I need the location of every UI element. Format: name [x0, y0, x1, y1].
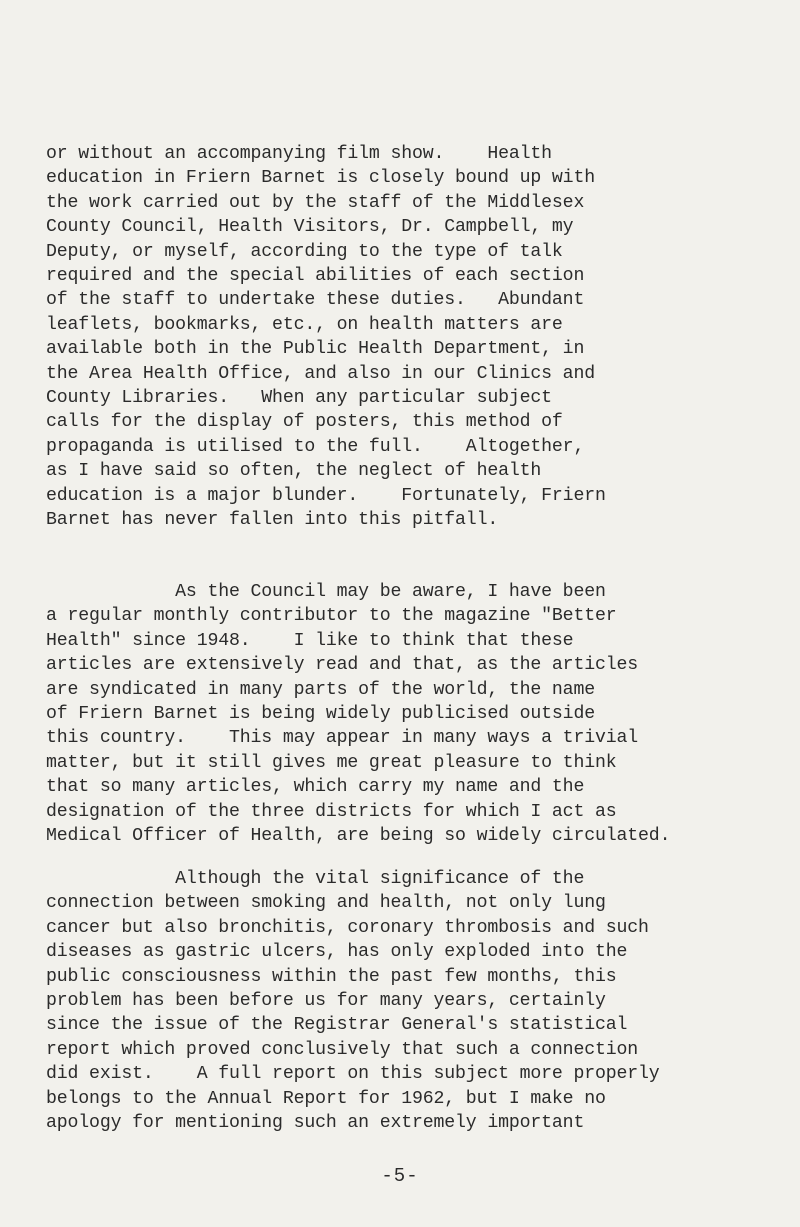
- text-line: required and the special abilities of each section: [46, 266, 585, 287]
- text-line: a regular monthly contributor to the magazine "Better: [46, 606, 617, 627]
- text-line: diseases as gastric ulcers, has only exploded into the: [46, 942, 628, 963]
- text-line: as I have said so often, the neglect of health: [46, 461, 542, 482]
- text-line: are syndicated in many parts of the world, the name: [46, 679, 595, 700]
- paragraph-smoking-and-health: [46, 867, 776, 1135]
- text-line: since the issue of the Registrar General's statistical: [46, 1015, 628, 1036]
- text-line: propaganda is utilised to the full. Altogether,: [46, 436, 585, 457]
- text-line: report which proved conclusively that such a connection: [46, 1039, 639, 1060]
- text-line: belongs to the Annual Report for 1962, but I make no: [46, 1088, 606, 1109]
- text-line: designation of the three districts for which I act as: [46, 801, 617, 822]
- page-number: -5-: [381, 1165, 419, 1187]
- text-line: apology for mentioning such an extremely important: [46, 1113, 585, 1134]
- text-line: County Libraries. When any particular subject: [46, 388, 552, 409]
- text-line: Deputy, or myself, according to the type of talk: [46, 241, 563, 262]
- text-line: the work carried out by the staff of the Middlesex: [46, 192, 585, 213]
- text-line: the Area Health Office, and also in our Clinics and: [46, 363, 595, 384]
- text-line: of Friern Barnet is being widely publicised outside: [46, 704, 595, 725]
- text-line: available both in the Public Health Department, in: [46, 339, 585, 360]
- text-line: or without an accompanying film show. Health: [46, 144, 552, 164]
- text-line: Health" since 1948. I like to think that these: [46, 630, 574, 651]
- text-line: of the staff to undertake these duties. Abundant: [46, 290, 585, 311]
- text-line: calls for the display of posters, this method of: [46, 412, 563, 433]
- text-line: education is a major blunder. Fortunately, Friern: [46, 485, 606, 506]
- text-line: problem has been before us for many years, certainly: [46, 991, 606, 1012]
- text-line: cancer but also bronchitis, coronary thrombosis and such: [46, 917, 649, 938]
- text-line: leaflets, bookmarks, etc., on health matters are: [46, 314, 563, 335]
- text-line: did exist. A full report on this subject more properly: [46, 1064, 660, 1085]
- text-line: County Council, Health Visitors, Dr. Campbell, my: [46, 217, 574, 238]
- text-line: Medical Officer of Health, are being so widely circulated.: [46, 826, 671, 847]
- text-line: connection between smoking and health, not only lung: [46, 893, 606, 914]
- text-line: Barnet has never fallen into this pitfall.: [46, 510, 499, 531]
- text-line: public consciousness within the past few months, this: [46, 966, 617, 987]
- text-line: education in Friern Barnet is closely bound up with: [46, 168, 595, 189]
- paragraph-health-education: [46, 142, 776, 533]
- text-line: articles are extensively read and that, as the articles: [46, 655, 639, 676]
- text-line: this country. This may appear in many ways a trivial: [46, 728, 639, 749]
- text-line: that so many articles, which carry my name and the: [46, 777, 585, 798]
- paragraph-better-health-magazine: [46, 580, 776, 848]
- text-line: Although the vital significance of the: [46, 869, 585, 889]
- text-line: matter, but it still gives me great pleasure to think: [46, 752, 617, 773]
- text-line: As the Council may be aware, I have been: [46, 582, 606, 602]
